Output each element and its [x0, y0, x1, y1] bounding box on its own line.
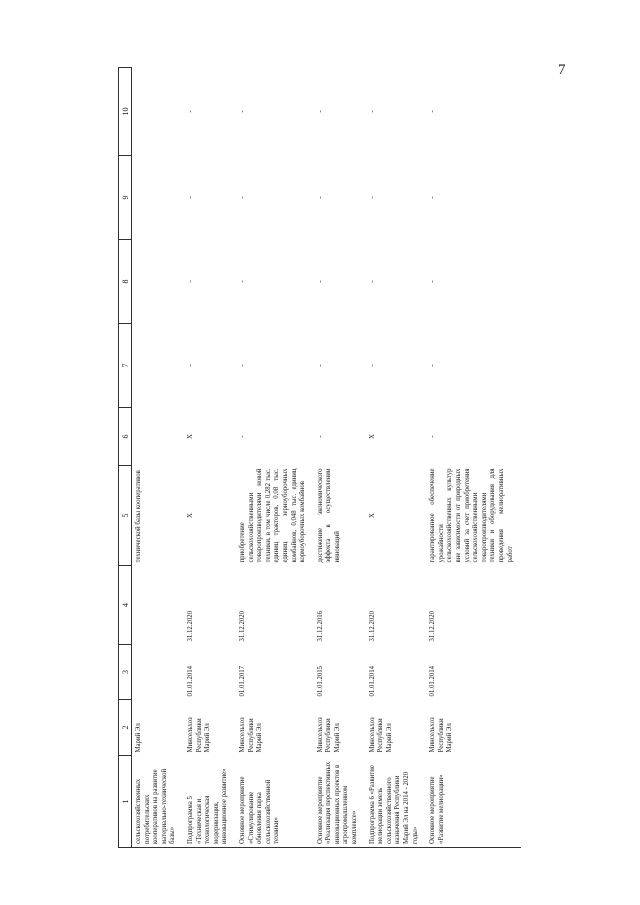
cell-end-date: 31.12.2020 [429, 610, 437, 642]
cell-c7: - [238, 364, 246, 367]
cell-measure-name: сельскохозяйственных потребительских кооперативов на развитие материально-технической базы» [132, 756, 184, 848]
cell-measure-name: Подпрограмма 6 «Развитие мелиорации земель сельскохозяйственного назначения Республики Марий Эл на 2014 - 2020 годы» [366, 756, 427, 848]
cell-c7 [132, 324, 184, 408]
cell-start-date: 01.01.2014 [429, 665, 437, 697]
column-header: 5 [119, 466, 132, 566]
cell-start-date [132, 645, 184, 700]
cell-responsible: Минсельхоз Республики Марий Эл [368, 717, 393, 753]
cell-c6: X [368, 434, 376, 439]
table-row [426, 68, 521, 848]
cell-c6 [132, 408, 184, 466]
table-row [366, 68, 427, 848]
cell-start-date: 01.01.2017 [238, 665, 246, 697]
cell-c9 [132, 156, 184, 240]
cell-c9: - [368, 196, 376, 199]
cell-c8 [132, 240, 184, 324]
cell-end-date [132, 566, 184, 645]
table-row [236, 68, 314, 848]
cell-c10: - [186, 110, 194, 113]
cell-responsible: Минсельхоз Республики Марий Эл [186, 717, 212, 753]
cell-end-date: 31.12.2020 [368, 610, 376, 642]
cell-c7: - [429, 364, 437, 367]
cell-end-date: 31.12.2020 [238, 610, 246, 642]
cell-c10: - [368, 110, 376, 113]
cell-c6: - [429, 435, 437, 438]
cell-responsible: Минсельхоз Республики Марий Эл [238, 717, 264, 753]
column-header: 6 [119, 408, 132, 466]
cell-c10 [132, 68, 184, 156]
cell-c8: - [316, 280, 324, 283]
cell-end-date: 31.12.2016 [316, 610, 324, 642]
column-header: 1 [119, 756, 132, 848]
cell-c7: - [368, 364, 376, 367]
cell-responsible: Минсельхоз Республики Марий Эл [316, 717, 341, 753]
table-row [132, 68, 184, 848]
cell-measure-name: Основное мероприятие «Развитие мелиорации» [426, 756, 521, 848]
rotated-table-container [118, 68, 518, 848]
column-header: 3 [119, 645, 132, 700]
cell-c7: - [186, 364, 194, 367]
cell-c8: - [186, 280, 194, 283]
cell-result: X [368, 513, 376, 518]
cell-start-date: 01.01.2015 [316, 665, 324, 697]
cell-result: достижение экономического эффекта в осуществлении инноваций [316, 468, 341, 563]
page-number: 7 [558, 62, 566, 78]
cell-c6: - [238, 435, 246, 438]
cell-measure-name: Подпрограмма 5 «Техническая и технологическая модернизация, инновационное развитие» [184, 756, 236, 848]
cell-measure-name: Основное мероприятие «Стимулирование обновления парка сельскохозяйственной техники» [236, 756, 314, 848]
cell-responsible: Минсельхоз Республики Марий Эл [429, 717, 454, 753]
cell-end-date: 31.12.2020 [186, 610, 194, 642]
cell-c7: - [316, 364, 324, 367]
cell-c9: - [238, 196, 246, 199]
column-header: 7 [119, 324, 132, 408]
cell-c8: - [238, 280, 246, 283]
cell-result: приобретение сельскохозяйственными товаропроизводителями новой техники, в том числе 0,282 тыс. единиц тракторов, 0,08 тыс. единиц зерноуборочных комбайнов, 0,048 тыс. единиц кормоуборочных комбайнов [238, 468, 307, 563]
cell-result: X [186, 513, 194, 518]
cell-c8: - [368, 280, 376, 283]
table-row [184, 68, 236, 848]
cell-c6: X [186, 434, 194, 439]
cell-c9: - [316, 196, 324, 199]
column-header: 4 [119, 566, 132, 645]
cell-c8: - [429, 280, 437, 283]
program-table [118, 67, 521, 848]
cell-result: гарантированное обеспечение урожайности сельскохозяйственных культур вне зависимости от природных условий за счет приобретения сельскохозяйственными товаропроизводителями техники и оборудования для проведения мелиоративных работ [429, 468, 514, 563]
column-header: 8 [119, 240, 132, 324]
cell-start-date: 01.01.2014 [186, 665, 194, 697]
cell-c10: - [429, 110, 437, 113]
table-row [314, 68, 366, 848]
cell-c10: - [238, 110, 246, 113]
cell-measure-name: Основное мероприятие «Реализация перспективных инновационных проектов в агропромышленном комплексе» [314, 756, 366, 848]
cell-result: технической базы кооперативов [135, 470, 142, 563]
column-header: 9 [119, 156, 132, 240]
header-row [119, 68, 132, 848]
column-header: 10 [119, 68, 132, 156]
column-header: 2 [119, 700, 132, 756]
cell-c6: - [316, 435, 324, 438]
cell-start-date: 01.01.2014 [368, 665, 376, 697]
cell-c10: - [316, 110, 324, 113]
cell-c9: - [429, 196, 437, 199]
cell-responsible: Марий Эл [135, 723, 142, 753]
cell-c9: - [186, 196, 194, 199]
